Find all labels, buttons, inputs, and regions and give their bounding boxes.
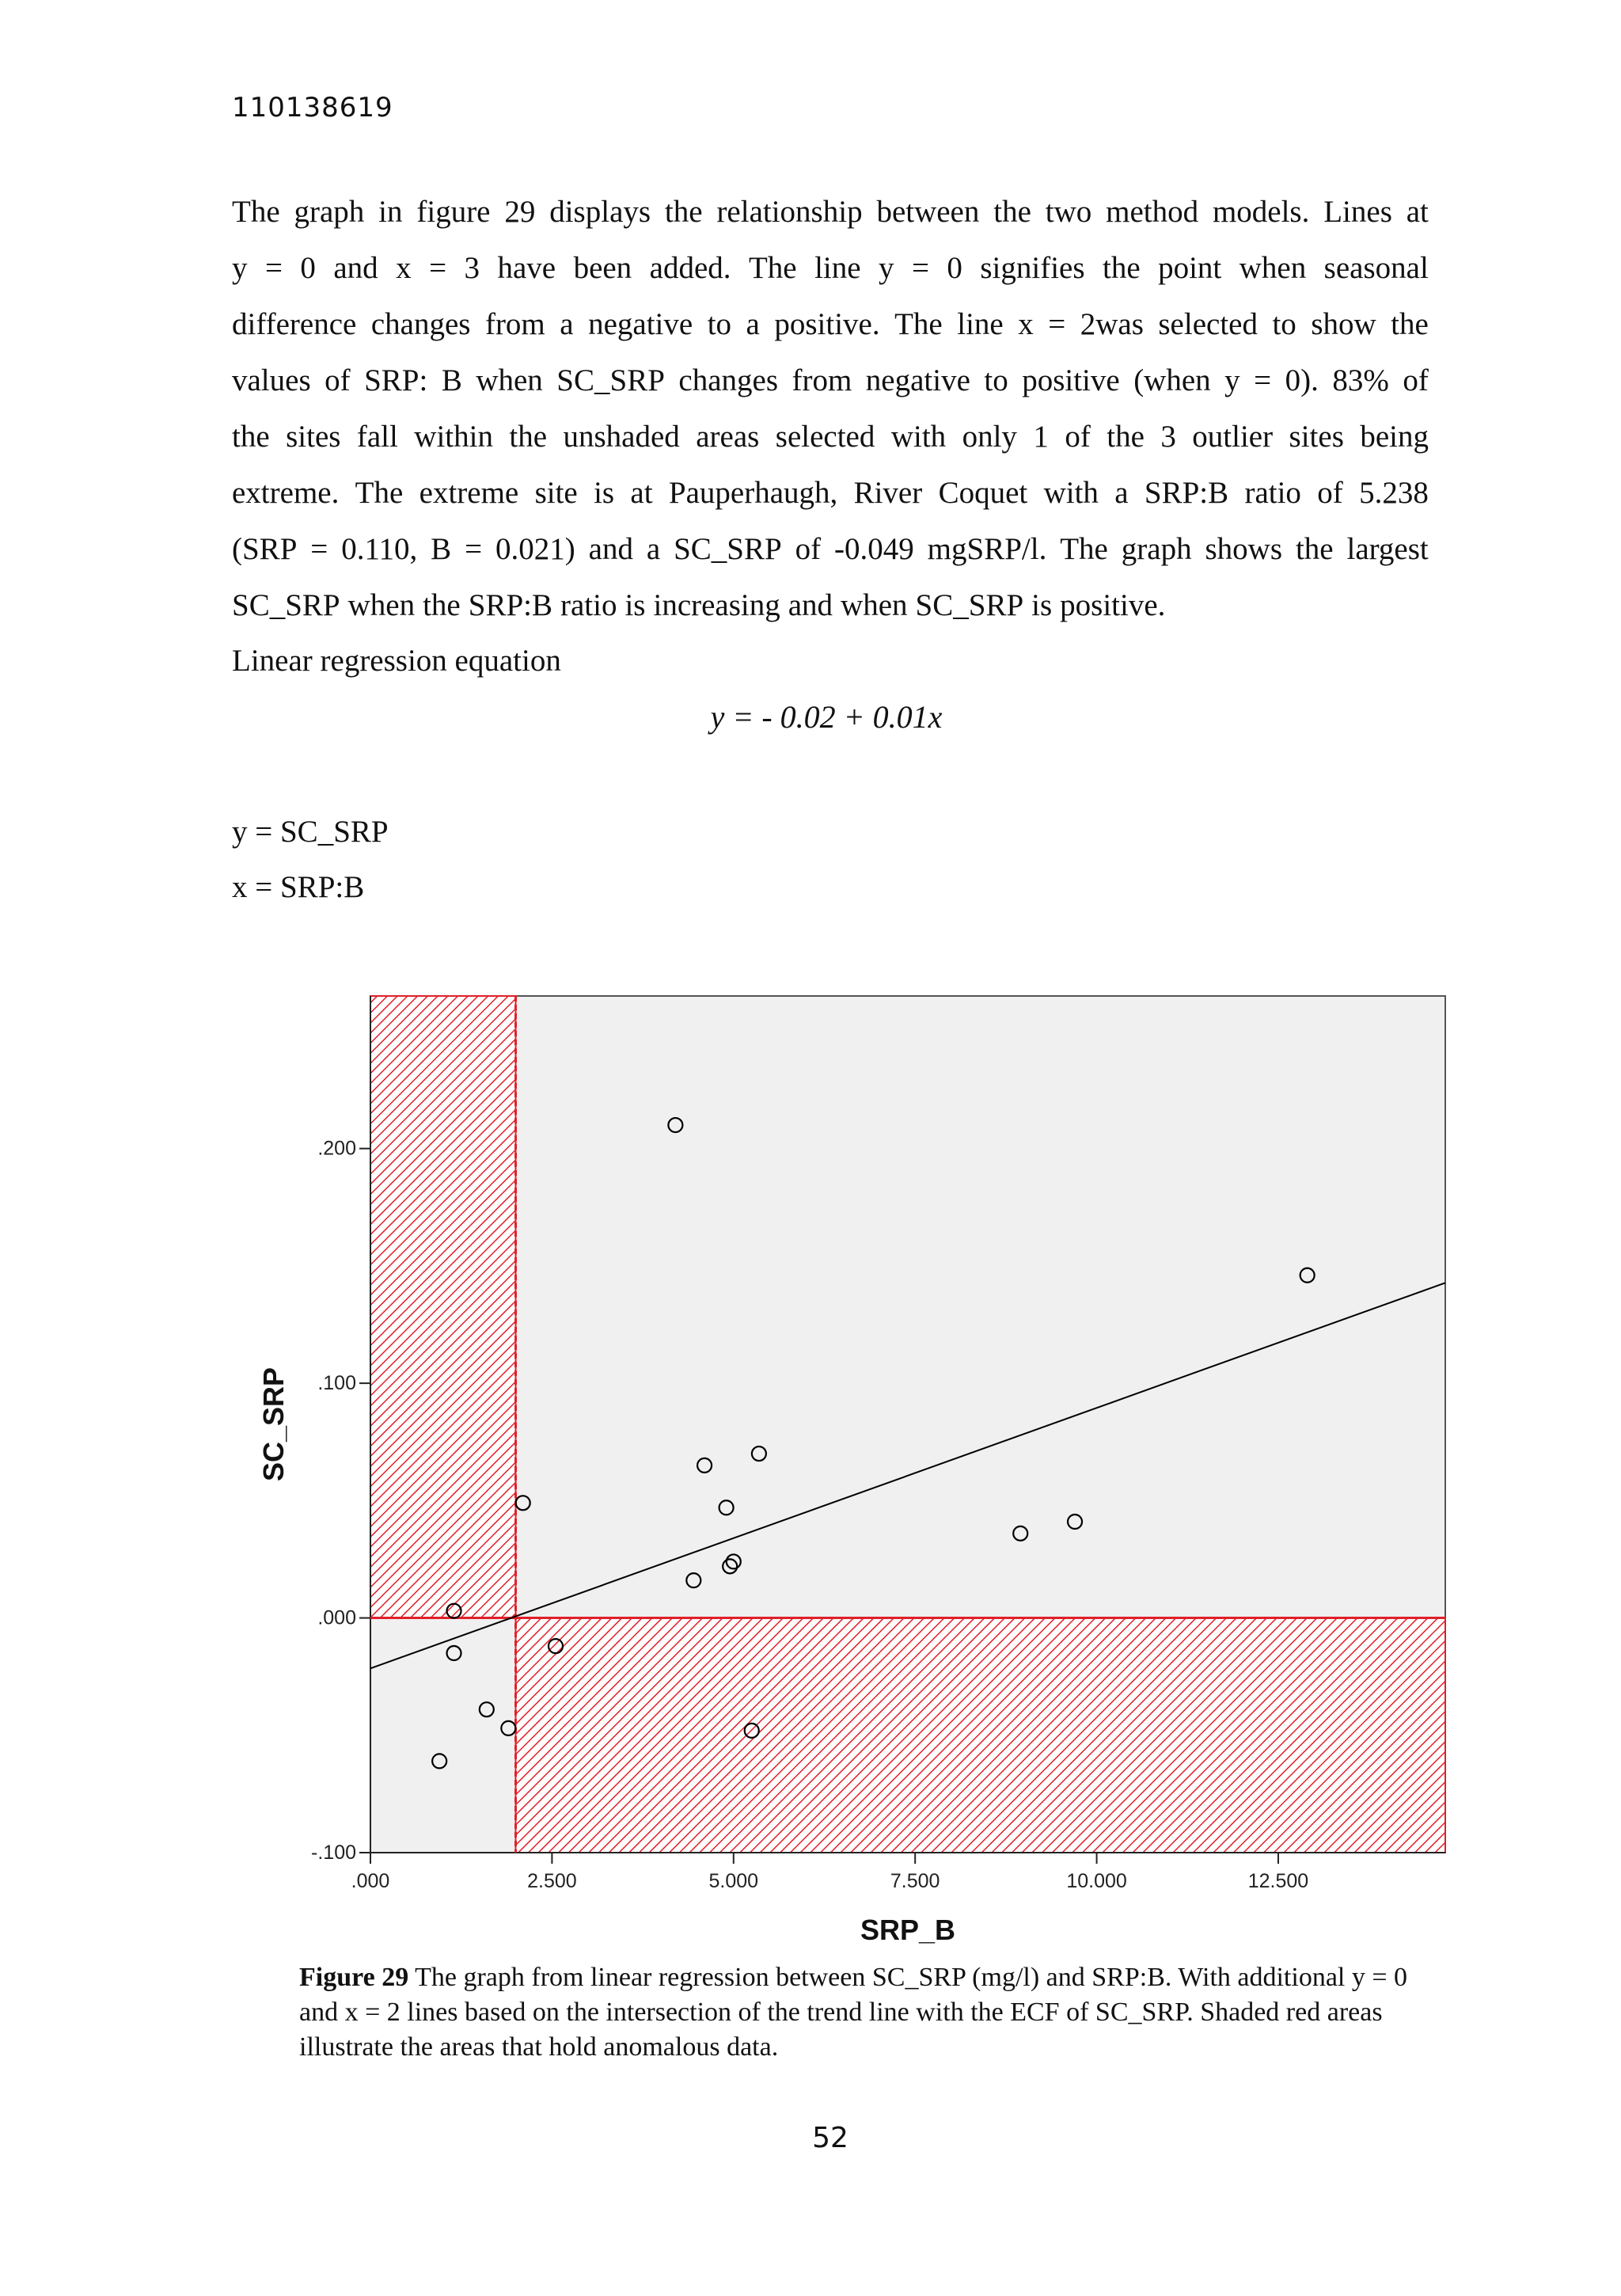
caption-text: The graph from linear regression between SC_SRP (mg/l) and SRP:B. With additional y = 0 and x = 2 lines based on the intersection of the trend line with the ECF of SC_SRP. Shaded red areas illustrate the areas that hold anomalous data. <box>299 1963 1408 2062</box>
y-tick-label: .100 <box>317 1372 356 1395</box>
regression-heading: Linear regression equation <box>232 644 561 678</box>
x-tick-label: 5.000 <box>708 1870 759 1892</box>
paragraph-line: the sites fall within the unshaded areas selected with only 1 of the 3 outlier sites being <box>232 420 1429 454</box>
x-tick-label: 2.500 <box>527 1870 577 1892</box>
paragraph-line: SC_SRP when the SRP:B ratio is increasing and when SC_SRP is positive. <box>232 588 1166 622</box>
paragraph-line: difference changes from a negative to a positive. The line x = 2was selected to show the <box>232 307 1429 341</box>
x-tick-label: 12.500 <box>1247 1870 1309 1892</box>
paragraph-line: extreme. The extreme site is at Pauperhaugh, River Coquet with a SRP:B ratio of 5.238 <box>232 476 1429 510</box>
paragraph-line: y = 0 and x = 3 have been added. The line y = 0 signifies the point when seasonal <box>232 251 1429 285</box>
x-tick-label: 10.000 <box>1066 1870 1127 1892</box>
figure-label: Figure 29 <box>299 1963 409 1992</box>
anomaly-shaded-region <box>516 1618 1445 1853</box>
regression-equation: y = - 0.02 + 0.01x <box>710 699 943 735</box>
x-definition: x = SRP:B <box>232 870 365 904</box>
anomaly-shaded-region <box>370 996 516 1618</box>
body-paragraph <box>232 188 1429 638</box>
paragraph-line: The graph in figure 29 displays the relationship between the two method models. Lines at <box>232 195 1429 229</box>
x-tick-label: .000 <box>351 1870 390 1892</box>
paragraph-line: (SRP = 0.110, B = 0.021) and a SC_SRP of -0.049 mgSRP/l. The graph shows the largest <box>232 532 1429 566</box>
y-tick-label: .200 <box>317 1137 356 1160</box>
y-tick-label: -.100 <box>311 1842 356 1864</box>
regression-scatter-chart <box>237 974 1472 1948</box>
page-number: 52 <box>812 2122 848 2154</box>
x-axis-label: SRP_B <box>860 1914 956 1946</box>
student-id-header: 110138619 <box>232 92 393 124</box>
y-definition: y = SC_SRP <box>232 815 389 849</box>
y-tick-label: .000 <box>317 1606 356 1629</box>
figure-caption <box>299 1960 1431 2065</box>
x-tick-label: 7.500 <box>890 1870 940 1892</box>
y-axis-label: SC_SRP <box>257 1367 290 1482</box>
paragraph-line: values of SRP: B when SC_SRP changes from negative to positive (when y = 0). 83% of <box>232 363 1429 397</box>
